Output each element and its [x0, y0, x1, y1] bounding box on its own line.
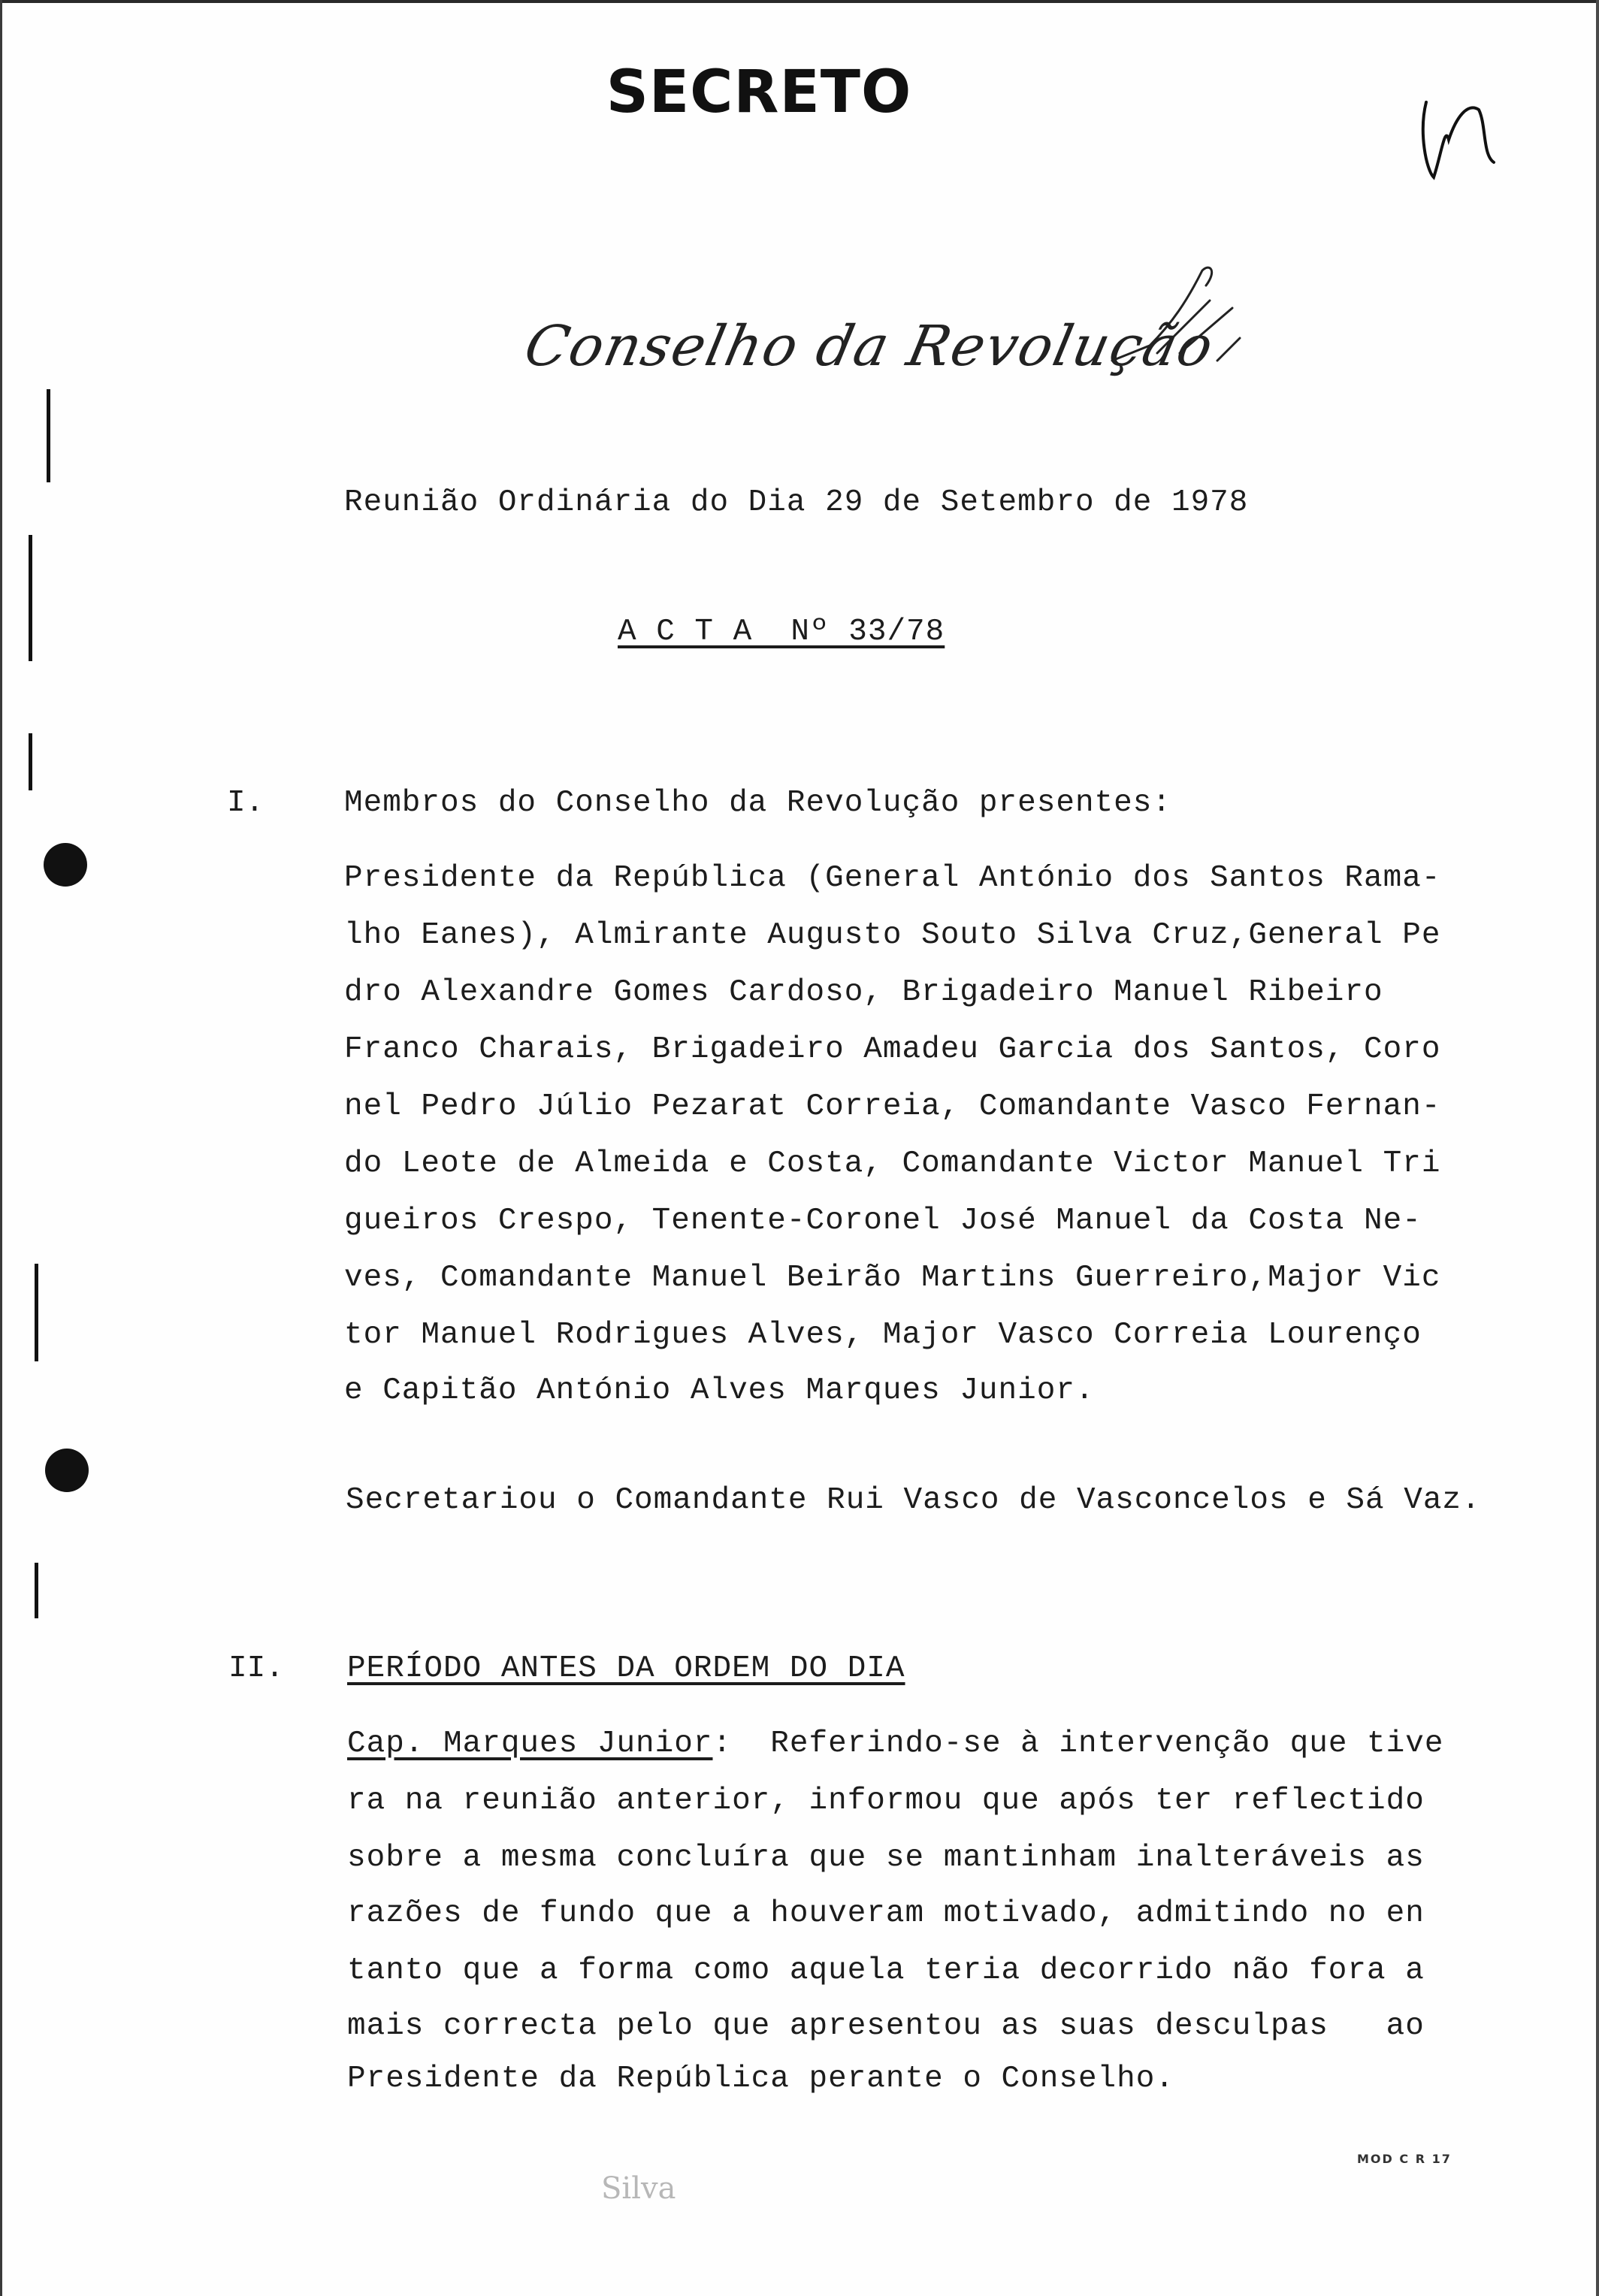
faded-stamp: Silva — [601, 2171, 676, 2206]
member-line: gueiros Crespo, Tenente-Coronel José Manuel da Costa Ne- — [344, 1204, 1422, 1238]
member-line: ves, Comandante Manuel Beirão Martins Guerreiro,Major Vic — [344, 1261, 1441, 1295]
section-2-heading: PERÍODO ANTES DA ORDEM DO DIA — [347, 1651, 905, 1686]
paragraph-line: razões de fundo que a houveram motivado, admitindo no en — [347, 1896, 1425, 1931]
acta-number: A C T A Nº 33/78 — [618, 615, 945, 649]
letterhead-title: Conselho da Revolução — [518, 314, 1220, 379]
scan-edge-right — [1596, 0, 1599, 2296]
paragraph-line: tanto que a forma como aquela teria decorrido não fora a — [347, 1953, 1425, 1988]
margin-mark — [29, 535, 32, 661]
handwritten-initials — [1411, 72, 1501, 189]
section-1-heading: Membros do Conselho da Revolução presentes: — [344, 786, 1171, 820]
paragraph-line: Presidente da República perante o Conselho. — [347, 2062, 1174, 2096]
speaker-name: Cap. Marques Junior — [347, 1727, 713, 1761]
member-line: do Leote de Almeida e Costa, Comandante Victor Manuel Tri — [344, 1146, 1441, 1181]
binder-hole-top — [44, 843, 87, 887]
signature-mark — [1105, 255, 1255, 379]
margin-mark — [29, 733, 32, 790]
member-line: lho Eanes), Almirante Augusto Souto Silva Cruz,General Pe — [344, 918, 1441, 953]
meeting-title: Reunião Ordinária do Dia 29 de Setembro de 1978 — [344, 485, 1249, 520]
paragraph-first-line — [347, 1727, 1443, 1761]
member-line: dro Alexandre Gomes Cardoso, Brigadeiro Manuel Ribeiro — [344, 975, 1383, 1010]
paragraph-line: ra na reunião anterior, informou que após ter reflectido — [347, 1784, 1425, 1818]
paragraph-line: sobre a mesma concluíra que se mantinham inalteráveis as — [347, 1841, 1425, 1875]
margin-mark — [35, 1563, 38, 1618]
member-line: nel Pedro Júlio Pezarat Correia, Comandante Vasco Fernan- — [344, 1089, 1441, 1124]
secretary-line: Secretariou o Comandante Rui Vasco de Vasconcelos e Sá Vaz. — [346, 1483, 1481, 1518]
form-code: MOD C R 17 — [1357, 2152, 1452, 2166]
scan-edge-left — [0, 0, 2, 2296]
section-2-numeral: II. — [228, 1651, 284, 1686]
member-line: Presidente da República (General António dos Santos Rama- — [344, 861, 1441, 896]
section-1-numeral: I. — [227, 786, 264, 820]
member-line: tor Manuel Rodrigues Alves, Major Vasco Correia Lourenço — [344, 1318, 1422, 1352]
member-line: Franco Charais, Brigadeiro Amadeu Garcia dos Santos, Coro — [344, 1032, 1441, 1067]
paragraph-first-line-text: : Referindo-se à intervenção que tive — [712, 1727, 1444, 1761]
binder-hole-bottom — [45, 1449, 89, 1492]
classification-stamp: SECRETO — [606, 59, 912, 126]
margin-mark — [35, 1264, 38, 1361]
margin-mark — [47, 389, 50, 482]
member-line: e Capitão António Alves Marques Junior. — [344, 1373, 1095, 1408]
paragraph-line: mais correcta pelo que apresentou as suas desculpas ao — [347, 2009, 1425, 2044]
scan-edge-top — [0, 0, 1599, 3]
